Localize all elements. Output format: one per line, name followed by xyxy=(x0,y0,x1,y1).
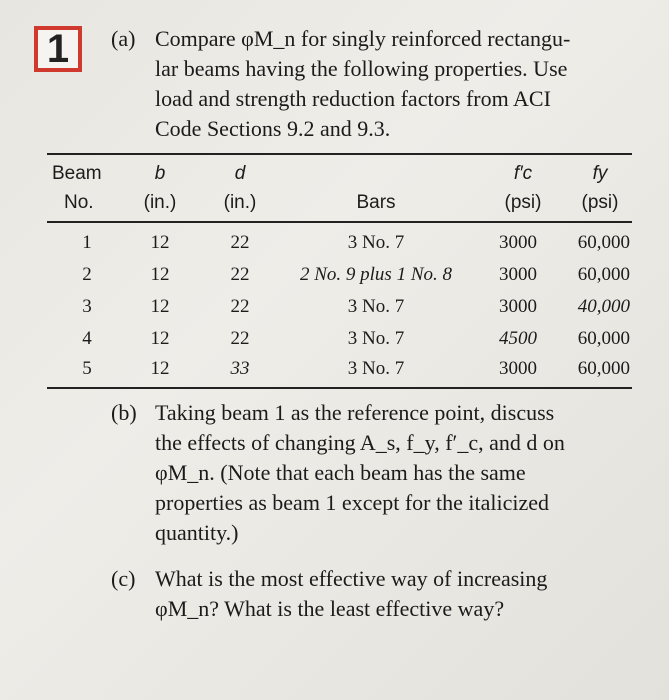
header-fy-symbol: fy xyxy=(592,163,608,184)
part-b-line-5: quantity.) xyxy=(155,520,239,545)
header-fc-unit: (psi) xyxy=(504,192,542,213)
table-row-3-bars: 3 No. 7 xyxy=(347,296,405,317)
table-row-2-fy: 60,000 xyxy=(577,264,630,285)
part-b-tag: (b) xyxy=(111,400,137,425)
part-c-line-1: What is the most effective way of increasing xyxy=(155,566,548,591)
table-row-4-fc: 4500 xyxy=(499,328,537,349)
table-row-3-no: 3 xyxy=(82,296,92,317)
table-row-1-b: 12 xyxy=(150,232,170,253)
table-row-2-fc: 3000 xyxy=(499,264,537,285)
problem-number: 1 xyxy=(46,26,70,71)
table-row-1-no: 1 xyxy=(82,232,92,253)
table-top-rule xyxy=(47,153,632,155)
header-d-symbol: d xyxy=(234,163,246,184)
table-row-4-no: 4 xyxy=(82,328,92,349)
header-fy-unit: (psi) xyxy=(581,192,619,213)
table-row-3-fy: 40,000 xyxy=(577,296,630,317)
table-row-2-d: 22 xyxy=(230,264,250,285)
table-bottom-rule xyxy=(47,387,632,389)
table-row-5-bars: 3 No. 7 xyxy=(347,358,405,379)
part-a-paragraph xyxy=(111,24,635,144)
header-beam: Beam xyxy=(52,163,102,184)
table-row-5-b: 12 xyxy=(150,358,170,379)
header-bars: Bars xyxy=(356,192,396,213)
table-row-1-fc: 3000 xyxy=(499,232,537,253)
table-row-1-fy: 60,000 xyxy=(577,232,630,253)
table-row-3-fc: 3000 xyxy=(499,296,537,317)
part-c-tag: (c) xyxy=(111,566,136,591)
part-a-line-1: Compare φM_n for singly reinforced rectangu- xyxy=(155,26,571,51)
part-b-paragraph xyxy=(111,398,635,548)
table-row-5-no: 5 xyxy=(82,358,92,379)
part-b-line-2: the effects of changing A_s, f_y, f′_c, and d on xyxy=(155,430,565,455)
part-a-line-3: load and strength reduction factors from ACI xyxy=(155,86,551,111)
table-row-1-d: 22 xyxy=(230,232,250,253)
part-a-tag: (a) xyxy=(111,26,136,51)
table-row-4-bars: 3 No. 7 xyxy=(347,328,405,349)
table-row-1-bars: 3 No. 7 xyxy=(347,232,405,253)
part-c-line-2: φM_n? What is the least effective way? xyxy=(155,596,505,621)
header-no: No. xyxy=(64,192,94,213)
table-row-4-fy: 60,000 xyxy=(577,328,630,349)
header-d-unit: (in.) xyxy=(223,192,257,213)
table-row-2-bars: 2 No. 9 plus 1 No. 8 xyxy=(299,264,453,285)
table-row-5-fc: 3000 xyxy=(499,358,537,379)
part-a-line-4: Code Sections 9.2 and 9.3. xyxy=(155,116,391,141)
table-row-3-b: 12 xyxy=(150,296,170,317)
table-row-3-d: 22 xyxy=(230,296,250,317)
table-row-5-fy: 60,000 xyxy=(577,358,630,379)
table-row-5-d: 33 xyxy=(230,358,250,379)
part-c-paragraph xyxy=(111,564,635,624)
part-b-line-4: properties as beam 1 except for the italicized xyxy=(155,490,549,515)
table-row-2-no: 2 xyxy=(82,264,92,285)
table-row-4-d: 22 xyxy=(230,328,250,349)
header-b-symbol: b xyxy=(154,163,166,184)
table-row-4-b: 12 xyxy=(150,328,170,349)
table-row-2-b: 12 xyxy=(150,264,170,285)
part-b-line-1: Taking beam 1 as the reference point, discuss xyxy=(155,400,555,425)
header-b-unit: (in.) xyxy=(143,192,177,213)
table-header-rule xyxy=(47,221,632,223)
problem-number-box xyxy=(34,26,82,72)
header-fc-symbol: f′c xyxy=(513,163,533,184)
part-b-line-3: φM_n. (Note that each beam has the same xyxy=(155,460,526,485)
part-a-line-2: lar beams having the following properties. Use xyxy=(155,56,568,81)
